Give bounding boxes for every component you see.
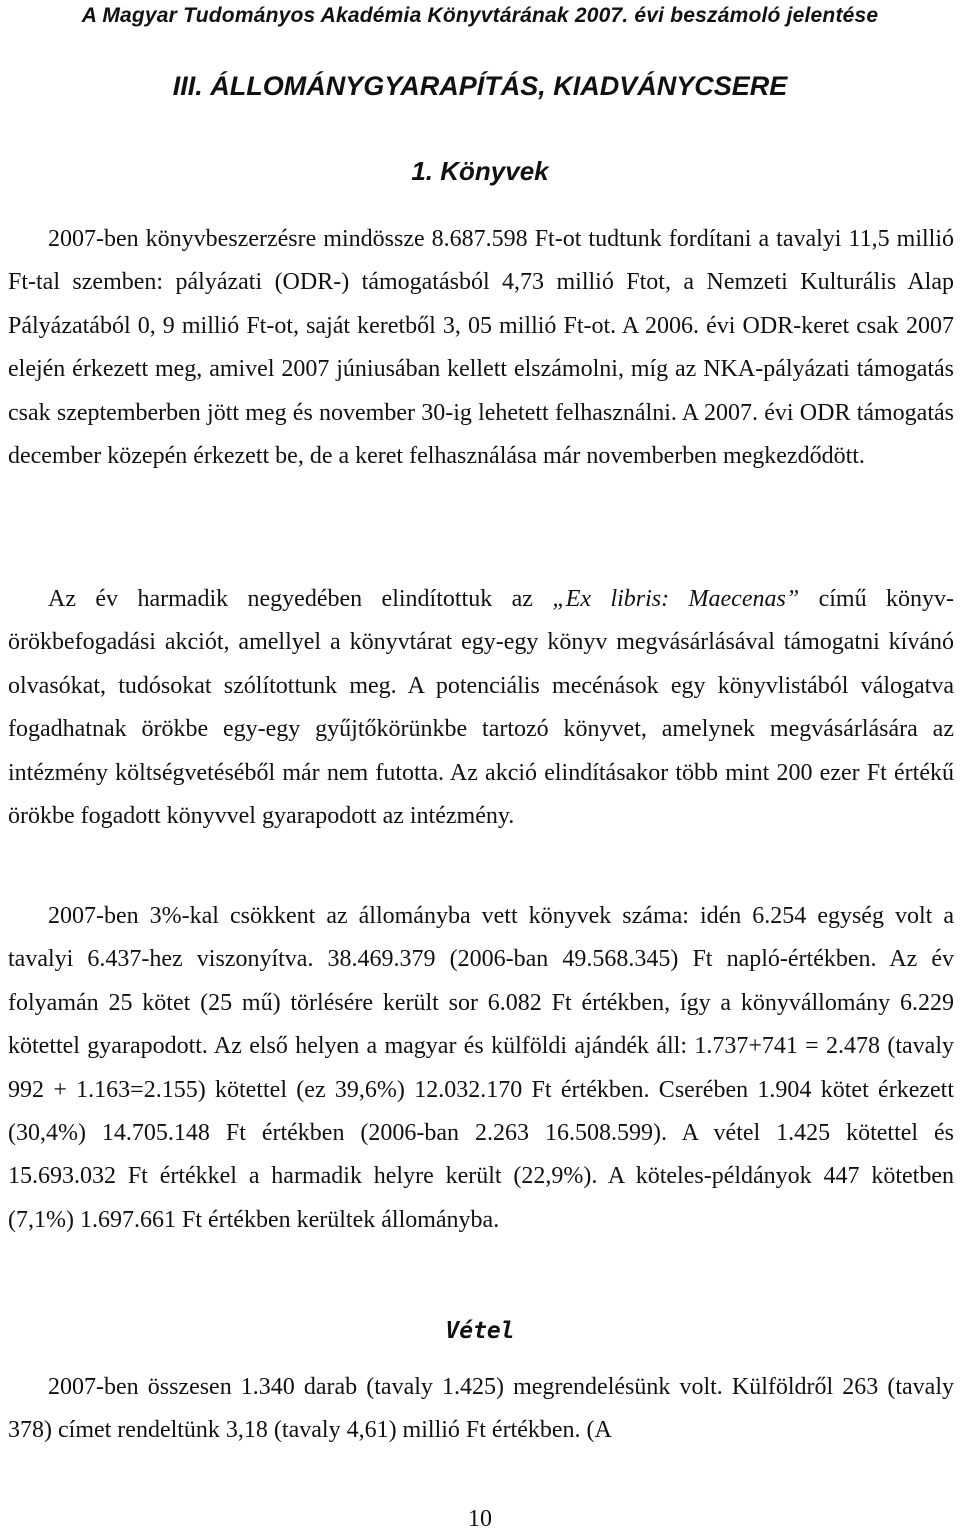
page-number: 10	[468, 1506, 492, 1532]
paragraph-text: 2007-ben összesen 1.340 darab (tavaly 1.425) megrendelésünk volt. Külföldről 263 (tavaly 378) címet rendeltünk 3,18 (tavaly 4,61) millió Ft értékben. (A	[8, 1374, 954, 1444]
paragraph-text-end: című könyv-örökbefogadási akciót, amellyel a könyvtárat egy-egy könyv megvásárlásával támogatni kívánó olvasókat, tudósokat szólítottunk meg. A potenciális mecénások egy könyvlistából válogatva fogadhatnak örökbe egy-egy gyűjtőkörünkbe tartozó könyvet, amelynek megvásárlására az intézmény költségvetéséből már nem futotta. Az akció elindításakor több mint 200 ezer Ft értékű örökbe fogadott könyvvel gyarapodott az intézmény.	[8, 586, 954, 830]
paragraph-text	[8, 578, 954, 838]
paragraph-text: 2007-ben 3%-kal csökkent az állományba vett könyvek száma: idén 6.254 egység volt a tavalyi 6.437-hez viszonyítva. 38.469.379 (2006-ban 49.568.345) Ft napló-értékben. Az év folyamán 25 kötet (25 mű) törlésére került sor 6.082 Ft értékben, így a könyvállomány 6.229 kötettel gyarapodott. Az első helyen a magyar és külföldi ajándék áll: 1.737+741 = 2.478 (tavaly 992 + 1.163=2.155) kötettel (ez 39,6%) 12.032.170 Ft értékben. Cserében 1.904 kötet érkezett (30,4%) 14.705.148 Ft értékben (2006-ban 2.263 16.508.599). A vétel 1.425 kötettel és 15.693.032 Ft értékkel a harmadik helyre került (22,9%). A köteles-példányok 447 kötetben (7,1%) 1.697.661 Ft értékben kerültek állományba.	[8, 903, 954, 1233]
paragraph-text: 2007-ben könyvbeszerzésre mindössze 8.687.598 Ft-ot tudtunk fordítani a tavalyi 11,5 millió Ft-tal szemben: pályázati (ODR-) támogatásból 4,73 millió Ftot, a Nemzeti Kulturális Alap Pályázatából 0, 9 millió Ft-ot, saját keretből 3, 05 millió Ft-ot. A 2006. évi ODR-keret csak 2007 elején érkezett meg, amivel 2007 júniusában kellett elszámolni, míg az NKA-pályázati támogatás csak szeptemberben jött meg és november 30-ig lehetett felhasználni. A 2007. évi ODR támogatás december közepén érkezett be, de a keret felhasználása már novemberben megkezdődött.	[8, 226, 954, 470]
paragraph-purchase	[8, 1366, 954, 1453]
paragraph-ex-libris	[8, 578, 954, 838]
running-header: A Magyar Tudományos Akadémia Könyvtárának 2007. évi beszámoló jelentése	[81, 4, 879, 27]
paragraph-budget	[8, 218, 954, 478]
paragraph-statistics	[8, 895, 954, 1242]
paragraph-text-start: Az év harmadik negyedében elindítottuk az	[48, 586, 553, 612]
chapter-title: III. ÁLLOMÁNYGYARAPÍTÁS, KIADVÁNYCSERE	[172, 71, 788, 101]
subsection-title: Vétel	[445, 1318, 515, 1344]
section-title: 1. Könyvek	[411, 156, 549, 186]
campaign-name: „Ex libris: Maecenas”	[552, 586, 800, 612]
